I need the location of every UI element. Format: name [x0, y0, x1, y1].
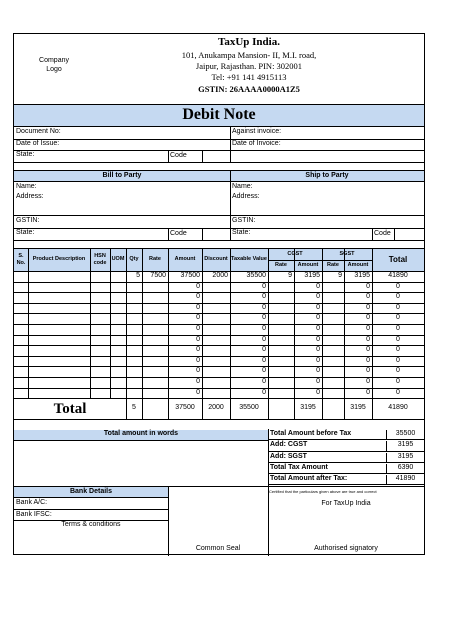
cell-qty: 5 — [136, 272, 140, 279]
cell-sgst-amt: 0 — [366, 282, 370, 290]
summary-value: 35500 — [386, 430, 424, 440]
cell-amount: 0 — [196, 282, 200, 290]
summary-line — [268, 463, 424, 474]
subheader-sgst-amount: Amount — [347, 262, 369, 268]
total-label: Total — [53, 401, 87, 418]
cell-cgst-amt: 0 — [316, 346, 320, 354]
cell-amount: 0 — [196, 325, 200, 332]
cell-total: 0 — [396, 335, 400, 343]
summary-value: 3195 — [386, 441, 424, 451]
debit-note-sheet — [13, 33, 425, 555]
ship-state-label: State: — [232, 229, 251, 236]
cell-sgst-amt: 0 — [366, 293, 370, 301]
date-of-issue-label: Date of Issue: — [16, 140, 60, 147]
cell-cgst-amt: 0 — [316, 356, 320, 364]
state-code-label: Code — [170, 152, 187, 159]
header-qty: Qty — [129, 256, 139, 262]
company-gstin: GSTIN: 26AAAA0000A1Z5 — [198, 84, 300, 94]
cell-cgst-amt: 0 — [316, 293, 320, 301]
cell-sgst-amt: 0 — [366, 367, 370, 375]
summary-value: 41890 — [386, 475, 424, 485]
cell-amount: 0 — [196, 293, 200, 301]
bank-details-heading: Bank Details — [69, 488, 113, 495]
total-in-words-heading: Total amount in words — [103, 430, 179, 437]
cell-total: 0 — [396, 293, 400, 301]
cell-taxable: 0 — [262, 282, 266, 290]
cell-cgst-amt: 0 — [316, 388, 320, 396]
summary-line — [268, 429, 424, 440]
cell-taxable: 0 — [262, 356, 266, 364]
summary-label: Add: SGST — [270, 452, 307, 460]
summary-line — [268, 452, 424, 463]
summary-value: 3195 — [386, 453, 424, 463]
header-total: Total — [388, 255, 408, 264]
ship-gstin-label: GSTIN: — [232, 217, 256, 224]
bank-ifsc-label: Bank IFSC: — [16, 511, 52, 518]
bill-to-heading: Bill to Party — [102, 172, 142, 179]
date-of-invoice-label: Date of Invoice: — [232, 140, 281, 147]
summary-label: Total Tax Amount — [270, 463, 328, 471]
cell-taxable: 0 — [262, 293, 266, 301]
summary-label: Total Amount before Tax — [270, 430, 352, 437]
cell-total: 0 — [396, 388, 400, 396]
cell-amount: 0 — [196, 388, 200, 396]
cell-sgst-amt: 0 — [366, 314, 370, 322]
header-rate: Rate — [149, 256, 161, 262]
cell-total: 0 — [396, 356, 400, 364]
cell-taxable: 35500 — [246, 272, 266, 279]
cell-taxable: 0 — [262, 367, 266, 375]
total-taxable: 35500 — [239, 404, 259, 412]
cell-taxable: 0 — [262, 314, 266, 322]
subheader-cgst-rate: Rate — [275, 262, 287, 268]
authorised-signatory-label: Authorised signatory — [314, 545, 378, 552]
bill-code-label: Code — [170, 230, 187, 237]
cell-amount: 0 — [196, 356, 200, 364]
cell-cgst-amt: 0 — [316, 282, 320, 290]
ship-code-label: Code — [374, 230, 391, 237]
cell-amount: 0 — [196, 303, 200, 311]
ship-name-label: Name: — [232, 183, 253, 190]
cell-total: 41890 — [388, 272, 408, 279]
cell-amount: 0 — [196, 314, 200, 322]
header-product: Product Description — [32, 256, 86, 262]
total-cgst-amt: 3195 — [300, 404, 316, 412]
total-total: 41890 — [388, 404, 408, 412]
company-phone: Tel: +91 141 4915113 — [211, 72, 287, 82]
cell-taxable: 0 — [262, 303, 266, 311]
against-invoice-label: Against invoice: — [232, 128, 282, 135]
page-title: Debit Note — [182, 106, 256, 123]
cell-sgst-amt: 0 — [366, 346, 370, 354]
total-sgst-amt: 3195 — [350, 404, 366, 412]
cell-amount: 0 — [196, 378, 200, 385]
cell-sgst-rate: 9 — [338, 272, 342, 279]
summary-value: 6390 — [386, 464, 424, 474]
total-discount: 2000 — [208, 404, 224, 412]
header-cgst: CGST — [287, 250, 303, 257]
header-uom: UOM — [111, 256, 125, 262]
cell-sgst-amt: 0 — [366, 388, 370, 396]
for-company-label: For TaxUp India — [321, 500, 371, 507]
header-taxable: Taxable Value — [231, 256, 267, 262]
cell-cgst-amt: 0 — [316, 303, 320, 311]
summary-label: Add: CGST — [270, 441, 308, 449]
state-label: State: — [16, 151, 35, 158]
cell-cgst-amt: 3195 — [304, 272, 320, 279]
summary-line — [268, 440, 424, 451]
header-amount: Amount — [174, 256, 196, 262]
cell-total: 0 — [396, 314, 400, 322]
cell-sgst-amt: 0 — [366, 325, 370, 332]
common-seal-label: Common Seal — [195, 545, 241, 552]
terms-label: Terms & conditions — [61, 521, 121, 528]
bill-address-label: Address: — [16, 193, 44, 200]
ship-address-label: Address: — [232, 193, 260, 200]
cell-amount: 37500 — [180, 272, 200, 279]
cell-total: 0 — [396, 325, 400, 332]
cell-sgst-amt: 0 — [366, 356, 370, 364]
bill-name-label: Name: — [16, 183, 37, 190]
cell-taxable: 0 — [262, 325, 266, 332]
subheader-sgst-rate: Rate — [327, 262, 339, 268]
cell-cgst-amt: 0 — [316, 335, 320, 343]
cell-cgst-amt: 0 — [316, 314, 320, 322]
cell-taxable: 0 — [262, 346, 266, 354]
company-name: TaxUp India. — [218, 36, 280, 48]
summary-line — [268, 474, 424, 485]
cell-cgst-amt: 0 — [316, 325, 320, 332]
certified-text: Certified that the particulars given above are true and correct — [269, 489, 377, 494]
cell-cgst-amt: 0 — [316, 378, 320, 385]
cell-total: 0 — [396, 378, 400, 385]
company-logo: Company Logo — [39, 57, 69, 73]
cell-cgst-amt: 0 — [316, 367, 320, 375]
company-address-line1: 101, Anukampa Mansion- II, M.I. road, — [181, 50, 317, 60]
cell-sgst-amt: 0 — [366, 335, 370, 343]
header-hsn: HSN code — [93, 252, 107, 266]
cell-discount: 2000 — [212, 272, 228, 279]
cell-cgst-rate: 9 — [288, 272, 292, 279]
total-qty: 5 — [132, 404, 136, 412]
cell-amount: 0 — [196, 367, 200, 375]
cell-sgst-amt: 0 — [366, 378, 370, 385]
cell-sgst-amt: 3195 — [354, 272, 370, 279]
document-no-label: Document No: — [16, 128, 61, 135]
header-discount: Discount — [204, 256, 228, 262]
total-amount: 37500 — [175, 404, 195, 412]
cell-amount: 0 — [196, 335, 200, 343]
cell-total: 0 — [396, 346, 400, 354]
subheader-cgst-amount: Amount — [297, 262, 319, 268]
cell-taxable: 0 — [262, 378, 266, 385]
cell-sgst-amt: 0 — [366, 303, 370, 311]
cell-total: 0 — [396, 303, 400, 311]
cell-taxable: 0 — [262, 388, 266, 396]
cell-taxable: 0 — [262, 335, 266, 343]
bill-state-label: State: — [16, 229, 35, 236]
cell-total: 0 — [396, 282, 400, 290]
cell-rate: 7500 — [150, 272, 166, 279]
summary-label: Total Amount after Tax: — [270, 475, 348, 483]
header-sno: S. No. — [16, 252, 26, 266]
ship-to-heading: Ship to Party — [305, 172, 349, 179]
bank-ac-label: Bank A/C: — [16, 499, 48, 506]
header-sgst: SGST — [339, 250, 355, 257]
company-address-line2: Jaipur, Rajasthan. PIN: 302001 — [195, 61, 303, 71]
cell-amount: 0 — [196, 346, 200, 354]
cell-total: 0 — [396, 367, 400, 375]
bill-gstin-label: GSTIN: — [16, 217, 40, 224]
